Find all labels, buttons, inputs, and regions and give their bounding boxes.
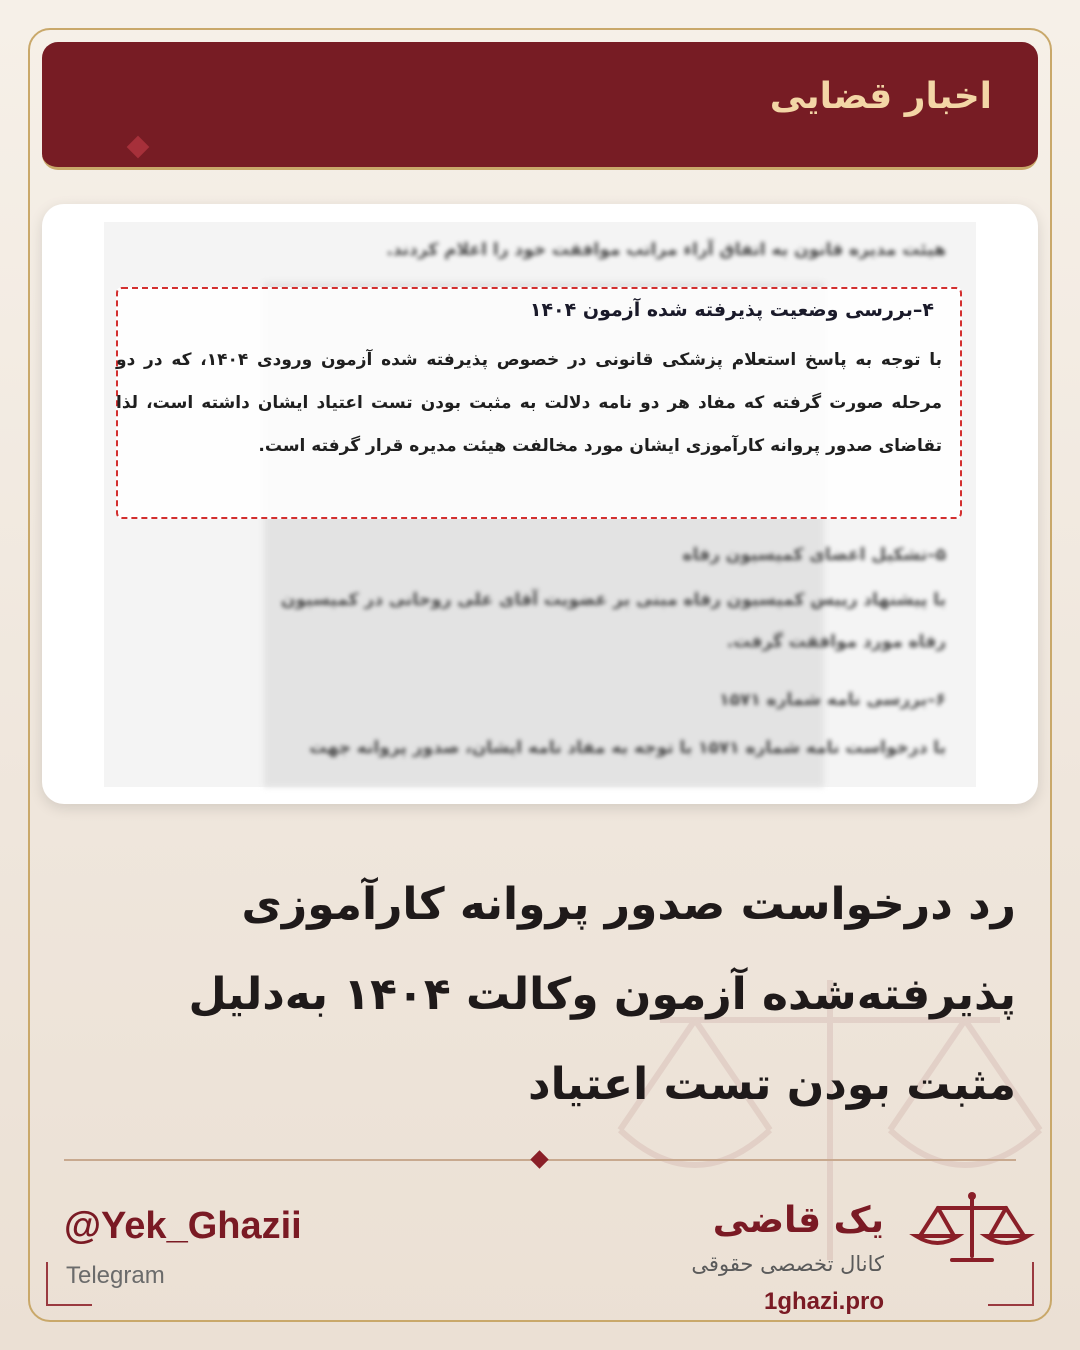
brand-subtitle: کانال تخصصی حقوقی [691,1252,884,1276]
website-link[interactable]: 1ghazi.pro [763,1288,884,1315]
document-blurred-line: ۵–تشکیل اعضای کمیسیون رفاه [682,545,946,565]
category-title: اخبار قضایی [769,76,992,117]
document-blurred-line: با درخواست نامه شماره ۱۵۷۱ با توجه به مفاد نامه ایشان، صدور پروانه جهت [309,738,946,758]
document-blurred-line: رفاه مورد موافقت گرفت. [726,632,946,652]
news-headline [56,860,1016,1130]
brand-name: یک قاضی [712,1200,884,1241]
headline-line: مثبت بودن تست اعتیاد [528,1059,1016,1110]
excerpt-title: ۴–بررسی وضعیت پذیرفته شده آزمون ۱۴۰۴ [529,299,934,321]
headline-line: پذیرفته‌شده آزمون وکالت ۱۴۰۴ به‌دلیل [188,969,1016,1020]
diamond-icon [127,136,150,159]
document-blurred-line: هیئت مدیره قانون به اتفاق آراء مراتب موافقت خود را اعلام کردند. [386,240,946,260]
headline-line: رد درخواست صدور پروانه کارآموزی [241,879,1016,930]
highlighted-excerpt [116,287,962,519]
document-blurred-line: با پیشنهاد رییس کمیسیون رفاه مبنی بر عضویت آقای علی روحانی در کمیسیون [280,590,946,610]
telegram-handle-link[interactable]: @Yek_Ghazii [64,1205,302,1247]
excerpt-body: با توجه به پاسخ استعلام پزشکی قانونی در خصوص پذیرفته شده آزمون ورودی ۱۴۰۴، که در دو مرحله صورت گرفته که مفاد هر دو نامه دلالت به مثبت بودن تست اعتیاد ایشان داشته است، لذا تقاضای صدور پروانه کارآموزی ایشان مورد مخالفت هیئت مدیره قرار گرفته است. [116,350,942,456]
document-blurred-line: ۶–بررسی نامه شماره ۱۵۷۱ [719,690,946,710]
scales-of-justice-icon [908,1190,1036,1270]
platform-label: Telegram [66,1262,165,1289]
category-header [42,42,1038,170]
